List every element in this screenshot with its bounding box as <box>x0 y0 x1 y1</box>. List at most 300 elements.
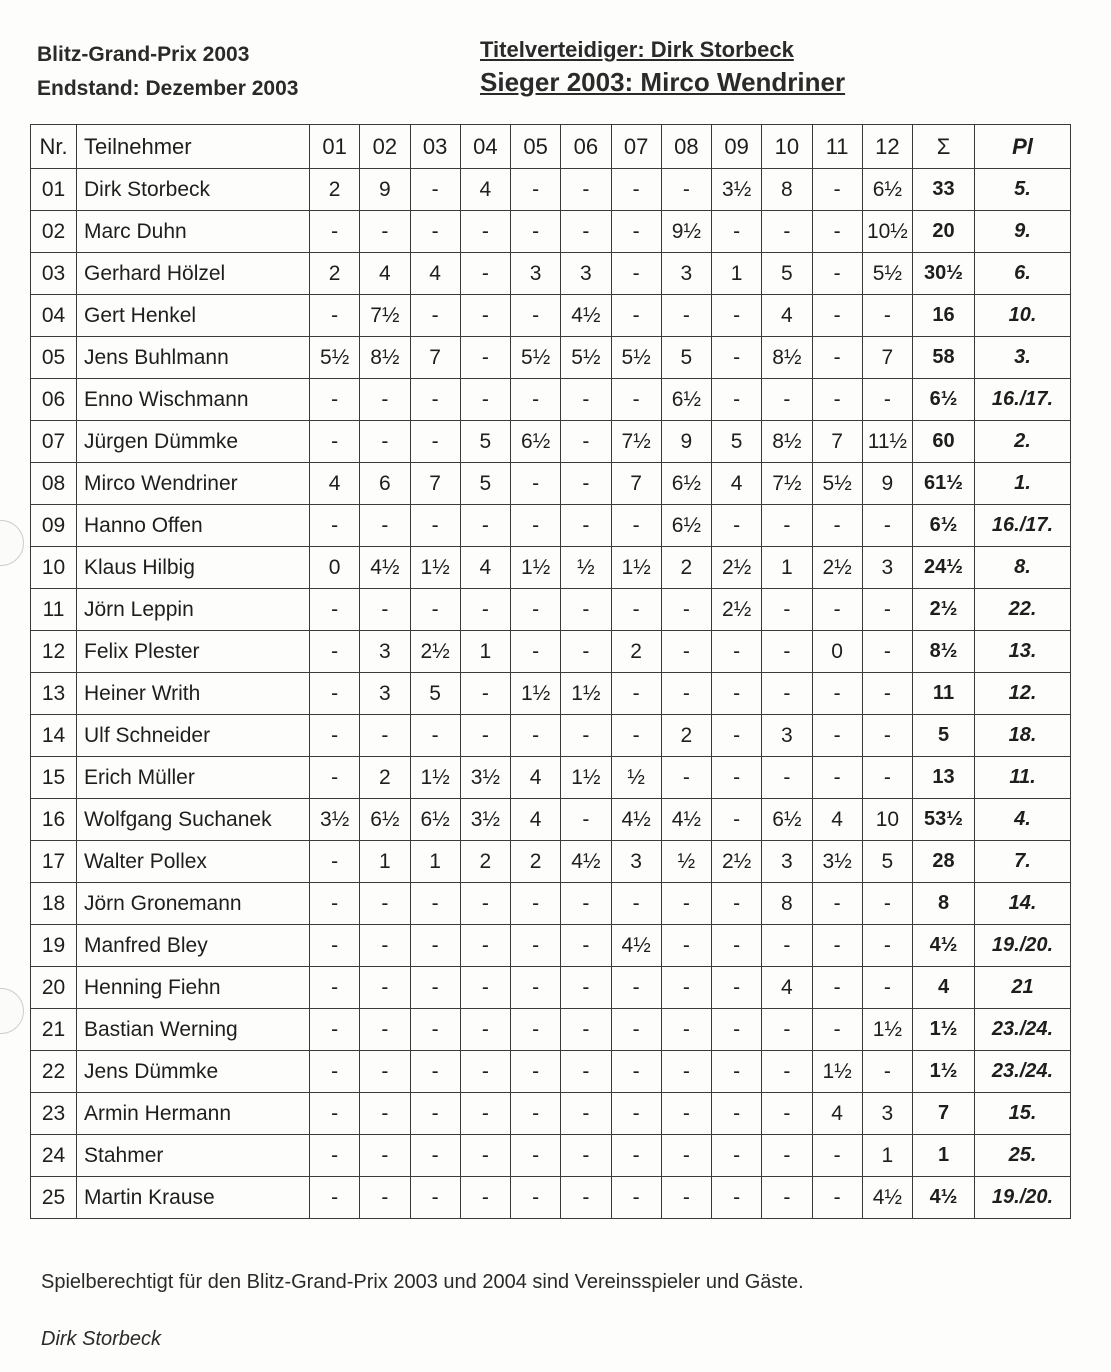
round-score-cell: - <box>460 211 510 253</box>
round-score-cell: 4 <box>762 967 812 1009</box>
total-score-cell: 4½ <box>913 925 975 967</box>
round-score-cell: 1 <box>360 841 410 883</box>
player-name-cell: Armin Hermann <box>77 1093 310 1135</box>
table-row <box>31 757 1071 799</box>
round-score-cell: 1 <box>460 631 510 673</box>
round-score-cell: - <box>561 883 611 925</box>
round-score-cell: 6½ <box>661 463 711 505</box>
round-score-cell: 6½ <box>661 505 711 547</box>
placement-cell: 6. <box>975 253 1071 295</box>
player-name-cell: Jens Buhlmann <box>77 337 310 379</box>
round-score-cell: - <box>561 211 611 253</box>
round-score-cell: - <box>360 883 410 925</box>
player-number-cell: 02 <box>31 211 77 253</box>
round-score-cell: - <box>460 1135 510 1177</box>
round-score-cell: - <box>511 379 561 421</box>
round-score-cell: 2½ <box>410 631 460 673</box>
table-row <box>31 1051 1071 1093</box>
round-score-cell: - <box>611 1177 661 1219</box>
round-score-cell: - <box>611 505 661 547</box>
player-name-cell: Jens Dümmke <box>77 1051 310 1093</box>
round-score-cell: - <box>360 1177 410 1219</box>
round-score-cell: - <box>561 1093 611 1135</box>
round-score-cell: - <box>712 883 762 925</box>
round-score-cell: - <box>712 925 762 967</box>
round-score-cell: - <box>661 883 711 925</box>
player-name-cell: Jürgen Dümmke <box>77 421 310 463</box>
column-header: 11 <box>812 125 862 169</box>
round-score-cell: - <box>360 1009 410 1051</box>
round-score-cell: 3 <box>561 253 611 295</box>
round-score-cell: - <box>712 757 762 799</box>
round-score-cell: - <box>611 589 661 631</box>
round-score-cell: - <box>762 1009 812 1051</box>
placement-cell: 9. <box>975 211 1071 253</box>
round-score-cell: - <box>661 925 711 967</box>
player-name-cell: Hanno Offen <box>77 505 310 547</box>
round-score-cell: - <box>862 505 912 547</box>
round-score-cell: - <box>862 967 912 1009</box>
round-score-cell: 3 <box>360 631 410 673</box>
round-score-cell: - <box>712 1009 762 1051</box>
round-score-cell: - <box>862 883 912 925</box>
player-number-cell: 14 <box>31 715 77 757</box>
total-score-cell: 1½ <box>913 1009 975 1051</box>
round-score-cell: - <box>511 925 561 967</box>
player-number-cell: 01 <box>31 169 77 211</box>
round-score-cell: - <box>611 715 661 757</box>
round-score-cell: - <box>410 715 460 757</box>
round-score-cell: - <box>611 883 661 925</box>
round-score-cell: - <box>712 379 762 421</box>
total-score-cell: 5 <box>913 715 975 757</box>
round-score-cell: 7 <box>862 337 912 379</box>
round-score-cell: 10 <box>862 799 912 841</box>
round-score-cell: - <box>561 799 611 841</box>
player-name-cell: Stahmer <box>77 1135 310 1177</box>
round-score-cell: - <box>712 1135 762 1177</box>
round-score-cell: 2½ <box>712 547 762 589</box>
round-score-cell: - <box>511 1009 561 1051</box>
player-name-cell: Jörn Gronemann <box>77 883 310 925</box>
round-score-cell: 4 <box>410 253 460 295</box>
placement-cell: 21 <box>975 967 1071 1009</box>
total-score-cell: 6½ <box>913 505 975 547</box>
round-score-cell: 10½ <box>862 211 912 253</box>
round-score-cell: 8½ <box>762 337 812 379</box>
round-score-cell: - <box>511 463 561 505</box>
round-score-cell: - <box>561 589 611 631</box>
round-score-cell: ½ <box>661 841 711 883</box>
round-score-cell: - <box>862 631 912 673</box>
table-row <box>31 421 1071 463</box>
total-score-cell: 30½ <box>913 253 975 295</box>
round-score-cell: 4½ <box>360 547 410 589</box>
round-score-cell: 4 <box>460 547 510 589</box>
player-name-cell: Manfred Bley <box>77 925 310 967</box>
round-score-cell: - <box>310 967 360 1009</box>
round-score-cell: 2 <box>360 757 410 799</box>
player-name-cell: Erich Müller <box>77 757 310 799</box>
total-score-cell: 4 <box>913 967 975 1009</box>
round-score-cell: - <box>511 631 561 673</box>
round-score-cell: - <box>511 1177 561 1219</box>
round-score-cell: 9 <box>661 421 711 463</box>
round-score-cell: - <box>661 967 711 1009</box>
round-score-cell: - <box>561 1009 611 1051</box>
table-row <box>31 211 1071 253</box>
round-score-cell: - <box>460 337 510 379</box>
round-score-cell: - <box>360 715 410 757</box>
player-number-cell: 23 <box>31 1093 77 1135</box>
round-score-cell: 3 <box>511 253 561 295</box>
table-row <box>31 673 1071 715</box>
round-score-cell: - <box>762 1135 812 1177</box>
round-score-cell: 4 <box>310 463 360 505</box>
round-score-cell: 6½ <box>862 169 912 211</box>
round-score-cell: - <box>410 925 460 967</box>
placement-cell: 16./17. <box>975 379 1071 421</box>
placement-cell: 19./20. <box>975 925 1071 967</box>
round-score-cell: - <box>762 211 812 253</box>
round-score-cell: 9½ <box>661 211 711 253</box>
column-header: 07 <box>611 125 661 169</box>
column-header: 09 <box>712 125 762 169</box>
round-score-cell: - <box>812 1009 862 1051</box>
table-row <box>31 253 1071 295</box>
round-score-cell: - <box>310 673 360 715</box>
round-score-cell: - <box>511 1135 561 1177</box>
player-number-cell: 17 <box>31 841 77 883</box>
column-header: Pl <box>975 125 1071 169</box>
round-score-cell: 0 <box>310 547 360 589</box>
round-score-cell: - <box>410 1009 460 1051</box>
player-name-cell: Klaus Hilbig <box>77 547 310 589</box>
round-score-cell: - <box>812 1177 862 1219</box>
round-score-cell: - <box>812 673 862 715</box>
round-score-cell: - <box>762 1051 812 1093</box>
round-score-cell: 7 <box>812 421 862 463</box>
round-score-cell: - <box>762 589 812 631</box>
round-score-cell: - <box>862 589 912 631</box>
round-score-cell: ½ <box>611 757 661 799</box>
round-score-cell: - <box>360 421 410 463</box>
round-score-cell: 5 <box>762 253 812 295</box>
placement-cell: 10. <box>975 295 1071 337</box>
player-name-cell: Wolfgang Suchanek <box>77 799 310 841</box>
results-table <box>30 124 1071 1219</box>
total-score-cell: 1½ <box>913 1051 975 1093</box>
player-number-cell: 06 <box>31 379 77 421</box>
round-score-cell: 4 <box>812 799 862 841</box>
player-number-cell: 24 <box>31 1135 77 1177</box>
round-score-cell: - <box>812 589 862 631</box>
total-score-cell: 1 <box>913 1135 975 1177</box>
round-score-cell: 1½ <box>611 547 661 589</box>
round-score-cell: 3 <box>661 253 711 295</box>
total-score-cell: 53½ <box>913 799 975 841</box>
round-score-cell: 4 <box>360 253 410 295</box>
winner-line: Sieger 2003: Mirco Wendriner <box>480 67 846 97</box>
round-score-cell: - <box>410 295 460 337</box>
round-score-cell: - <box>360 1093 410 1135</box>
round-score-cell: 4½ <box>661 799 711 841</box>
round-score-cell: - <box>661 757 711 799</box>
round-score-cell: - <box>611 1051 661 1093</box>
round-score-cell: - <box>511 589 561 631</box>
round-score-cell: - <box>310 589 360 631</box>
round-score-cell: 4½ <box>611 799 661 841</box>
round-score-cell: - <box>310 379 360 421</box>
round-score-cell: - <box>762 925 812 967</box>
total-score-cell: 28 <box>913 841 975 883</box>
round-score-cell: 1½ <box>410 757 460 799</box>
round-score-cell: 4 <box>712 463 762 505</box>
round-score-cell: - <box>712 505 762 547</box>
round-score-cell: - <box>460 1093 510 1135</box>
player-number-cell: 16 <box>31 799 77 841</box>
placement-cell: 15. <box>975 1093 1071 1135</box>
round-score-cell: 2 <box>511 841 561 883</box>
round-score-cell: - <box>661 1093 711 1135</box>
round-score-cell: - <box>410 211 460 253</box>
header-left <box>37 38 298 106</box>
round-score-cell: - <box>310 1051 360 1093</box>
round-score-cell: - <box>561 169 611 211</box>
round-score-cell: - <box>410 1093 460 1135</box>
round-score-cell: 7½ <box>762 463 812 505</box>
table-row <box>31 169 1071 211</box>
round-score-cell: - <box>310 211 360 253</box>
round-score-cell: - <box>561 1051 611 1093</box>
table-row <box>31 1009 1071 1051</box>
round-score-cell: - <box>460 925 510 967</box>
round-score-cell: - <box>310 925 360 967</box>
table-row <box>31 1135 1071 1177</box>
round-score-cell: - <box>360 967 410 1009</box>
round-score-cell: - <box>310 421 360 463</box>
round-score-cell: - <box>360 211 410 253</box>
player-number-cell: 21 <box>31 1009 77 1051</box>
round-score-cell: - <box>561 421 611 463</box>
column-header: 05 <box>511 125 561 169</box>
round-score-cell: - <box>460 505 510 547</box>
round-score-cell: - <box>310 841 360 883</box>
player-name-cell: Enno Wischmann <box>77 379 310 421</box>
document-subtitle: Endstand: Dezember 2003 <box>37 77 299 100</box>
round-score-cell: 3 <box>862 1093 912 1135</box>
eligibility-note: Spielberechtigt für den Blitz-Grand-Prix 2003 und 2004 sind Vereinsspieler und Gäste. <box>41 1271 804 1293</box>
round-score-cell: 2 <box>661 547 711 589</box>
round-score-cell: - <box>611 1009 661 1051</box>
round-score-cell: 7 <box>410 337 460 379</box>
table-row <box>31 589 1071 631</box>
player-name-cell: Martin Krause <box>77 1177 310 1219</box>
round-score-cell: - <box>862 1051 912 1093</box>
round-score-cell: - <box>360 1135 410 1177</box>
round-score-cell: 5½ <box>611 337 661 379</box>
round-score-cell: - <box>360 505 410 547</box>
round-score-cell: - <box>812 967 862 1009</box>
column-header: 01 <box>310 125 360 169</box>
round-score-cell: - <box>310 883 360 925</box>
round-score-cell: 5 <box>410 673 460 715</box>
round-score-cell: - <box>561 1177 611 1219</box>
round-score-cell: - <box>511 211 561 253</box>
title-defender: Titelverteidiger: Dirk Storbeck <box>480 37 794 62</box>
table-row <box>31 379 1071 421</box>
player-name-cell: Marc Duhn <box>77 211 310 253</box>
player-number-cell: 20 <box>31 967 77 1009</box>
placement-cell: 8. <box>975 547 1071 589</box>
round-score-cell: - <box>410 1051 460 1093</box>
round-score-cell: - <box>661 673 711 715</box>
player-number-cell: 11 <box>31 589 77 631</box>
round-score-cell: 4½ <box>862 1177 912 1219</box>
placement-cell: 19./20. <box>975 1177 1071 1219</box>
round-score-cell: - <box>661 295 711 337</box>
total-score-cell: 16 <box>913 295 975 337</box>
placement-cell: 2. <box>975 421 1071 463</box>
column-header: 12 <box>862 125 912 169</box>
table-row <box>31 715 1071 757</box>
round-score-cell: - <box>611 169 661 211</box>
table-body <box>31 169 1071 1219</box>
round-score-cell: - <box>460 295 510 337</box>
round-score-cell: - <box>661 169 711 211</box>
round-score-cell: - <box>812 883 862 925</box>
round-score-cell: - <box>611 967 661 1009</box>
round-score-cell: 1½ <box>511 547 561 589</box>
round-score-cell: - <box>310 631 360 673</box>
round-score-cell: 6½ <box>661 379 711 421</box>
round-score-cell: 6 <box>360 463 410 505</box>
round-score-cell: 5½ <box>561 337 611 379</box>
round-score-cell: 5½ <box>812 463 862 505</box>
player-number-cell: 10 <box>31 547 77 589</box>
player-number-cell: 07 <box>31 421 77 463</box>
round-score-cell: 7½ <box>360 295 410 337</box>
round-score-cell: 1½ <box>410 547 460 589</box>
table-row <box>31 337 1071 379</box>
round-score-cell: 3 <box>611 841 661 883</box>
round-score-cell: 3½ <box>460 757 510 799</box>
player-number-cell: 15 <box>31 757 77 799</box>
round-score-cell: - <box>410 1177 460 1219</box>
round-score-cell: 3½ <box>310 799 360 841</box>
round-score-cell: 2 <box>310 169 360 211</box>
player-number-cell: 18 <box>31 883 77 925</box>
round-score-cell: - <box>762 631 812 673</box>
round-score-cell: 3 <box>762 841 812 883</box>
column-header: Teilnehmer <box>77 125 310 169</box>
round-score-cell: - <box>812 1135 862 1177</box>
round-score-cell: - <box>712 631 762 673</box>
round-score-cell: - <box>661 589 711 631</box>
round-score-cell: 0 <box>812 631 862 673</box>
document-title: Blitz-Grand-Prix 2003 <box>37 43 250 66</box>
total-score-cell: 20 <box>913 211 975 253</box>
round-score-cell: - <box>812 925 862 967</box>
round-score-cell: - <box>661 1009 711 1051</box>
round-score-cell: - <box>661 631 711 673</box>
round-score-cell: - <box>611 253 661 295</box>
player-name-cell: Heiner Writh <box>77 673 310 715</box>
round-score-cell: 7 <box>410 463 460 505</box>
round-score-cell: 1½ <box>862 1009 912 1051</box>
placement-cell: 14. <box>975 883 1071 925</box>
round-score-cell: 2 <box>611 631 661 673</box>
column-header: 04 <box>460 125 510 169</box>
round-score-cell: - <box>410 421 460 463</box>
placement-cell: 18. <box>975 715 1071 757</box>
round-score-cell: - <box>511 169 561 211</box>
table-row <box>31 883 1071 925</box>
column-header: 10 <box>762 125 812 169</box>
round-score-cell: 5 <box>460 421 510 463</box>
placement-cell: 16./17. <box>975 505 1071 547</box>
placement-cell: 11. <box>975 757 1071 799</box>
round-score-cell: - <box>511 1051 561 1093</box>
round-score-cell: - <box>561 715 611 757</box>
round-score-cell: - <box>310 1009 360 1051</box>
round-score-cell: 6½ <box>410 799 460 841</box>
column-header: 02 <box>360 125 410 169</box>
table-row <box>31 295 1071 337</box>
round-score-cell: - <box>812 253 862 295</box>
round-score-cell: 1½ <box>561 757 611 799</box>
table-header-row <box>31 125 1071 169</box>
round-score-cell: - <box>511 1093 561 1135</box>
round-score-cell: 3½ <box>712 169 762 211</box>
round-score-cell: - <box>410 379 460 421</box>
round-score-cell: 3 <box>762 715 812 757</box>
table-row <box>31 967 1071 1009</box>
round-score-cell: - <box>460 253 510 295</box>
placement-cell: 1. <box>975 463 1071 505</box>
column-header: Σ <box>913 125 975 169</box>
table-row <box>31 841 1071 883</box>
round-score-cell: - <box>410 169 460 211</box>
round-score-cell: - <box>310 757 360 799</box>
player-number-cell: 13 <box>31 673 77 715</box>
round-score-cell: - <box>712 1051 762 1093</box>
total-score-cell: 2½ <box>913 589 975 631</box>
player-number-cell: 03 <box>31 253 77 295</box>
round-score-cell: 5½ <box>310 337 360 379</box>
player-name-cell: Bastian Werning <box>77 1009 310 1051</box>
round-score-cell: - <box>862 673 912 715</box>
round-score-cell: - <box>310 505 360 547</box>
round-score-cell: - <box>511 505 561 547</box>
punch-hole-bottom <box>0 988 24 1034</box>
round-score-cell: - <box>310 1135 360 1177</box>
placement-cell: 7. <box>975 841 1071 883</box>
round-score-cell: 1½ <box>812 1051 862 1093</box>
round-score-cell: - <box>611 379 661 421</box>
placement-cell: 4. <box>975 799 1071 841</box>
round-score-cell: - <box>762 757 812 799</box>
round-score-cell: - <box>460 883 510 925</box>
total-score-cell: 7 <box>913 1093 975 1135</box>
round-score-cell: - <box>460 379 510 421</box>
round-score-cell: - <box>460 967 510 1009</box>
round-score-cell: 8½ <box>360 337 410 379</box>
round-score-cell: 8 <box>762 169 812 211</box>
player-name-cell: Gert Henkel <box>77 295 310 337</box>
round-score-cell: - <box>511 967 561 1009</box>
round-score-cell: - <box>611 1093 661 1135</box>
